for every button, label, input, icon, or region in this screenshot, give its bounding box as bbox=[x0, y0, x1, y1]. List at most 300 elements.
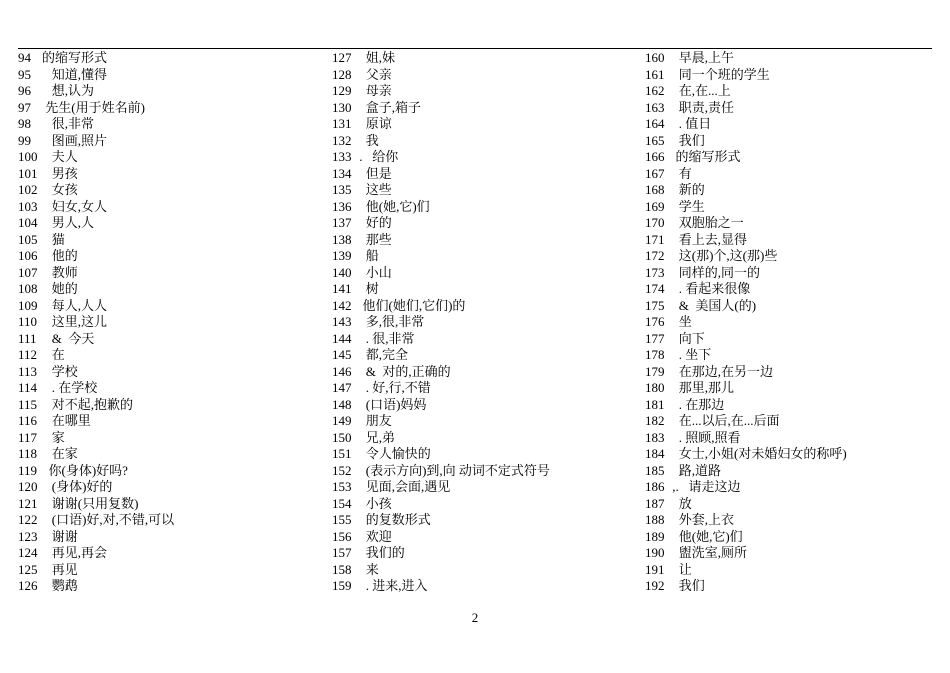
entry-number: 142 bbox=[332, 297, 352, 313]
entry-meaning: 这(那)个,这(那)些 bbox=[669, 248, 778, 263]
entry-number: 185 bbox=[645, 462, 665, 478]
entry-meaning: 都,完全 bbox=[356, 347, 409, 362]
vocab-entry bbox=[645, 463, 935, 480]
entry-number: 180 bbox=[645, 380, 665, 395]
entry-meaning: 兄,弟 bbox=[356, 429, 396, 445]
vocab-entry bbox=[18, 166, 328, 183]
entry-meaning: 每人,人人 bbox=[42, 297, 108, 313]
entry-meaning: 女士,小姐(对未婚妇女的称呼) bbox=[669, 446, 847, 461]
entry-number: 143 bbox=[332, 314, 352, 329]
entry-number: 148 bbox=[332, 396, 352, 412]
entry-number: 102 bbox=[18, 182, 38, 197]
entry-meaning: . 值日 bbox=[669, 116, 712, 131]
entry-meaning: . 给你 bbox=[356, 149, 399, 164]
vocab-entry bbox=[332, 149, 642, 166]
vocab-entry bbox=[18, 529, 328, 546]
entry-number: 182 bbox=[645, 413, 665, 428]
entry-meaning: 她的 bbox=[42, 281, 78, 296]
entry-meaning: (口语)妈妈 bbox=[356, 396, 427, 412]
vocab-entry bbox=[18, 149, 328, 166]
entry-meaning: 外套,上衣 bbox=[669, 512, 735, 527]
entry-meaning: 教师 bbox=[42, 264, 78, 280]
entry-number: 167 bbox=[645, 165, 665, 181]
entry-meaning: 再见 bbox=[42, 561, 78, 577]
vocab-entry bbox=[332, 215, 642, 232]
entry-number: 103 bbox=[18, 198, 38, 214]
entry-number: 154 bbox=[332, 495, 352, 511]
entry-meaning: 坐 bbox=[669, 314, 692, 329]
entry-meaning: 很,非常 bbox=[42, 116, 95, 131]
entry-number: 132 bbox=[332, 132, 352, 148]
entry-meaning: . 看起来很像 bbox=[669, 281, 751, 296]
entry-number: 128 bbox=[332, 66, 352, 82]
entry-number: 108 bbox=[18, 281, 38, 296]
entry-number: 116 bbox=[18, 413, 38, 428]
entry-meaning: 姐,妹 bbox=[356, 50, 396, 65]
entry-meaning: 鹦鹉 bbox=[42, 578, 78, 593]
entry-meaning: . 在学校 bbox=[42, 380, 98, 395]
entry-number: 100 bbox=[18, 149, 38, 164]
vocab-entry bbox=[18, 232, 328, 249]
entry-meaning: 的复数形式 bbox=[356, 512, 431, 527]
vocab-column-3 bbox=[645, 50, 935, 595]
vocab-entry bbox=[332, 116, 642, 133]
entry-meaning: 男人,人 bbox=[42, 215, 95, 230]
entry-meaning: 这里,这儿 bbox=[42, 314, 108, 329]
entry-meaning: 同样的,同一的 bbox=[669, 264, 761, 280]
entry-number: 160 bbox=[645, 50, 665, 65]
entry-meaning: 同一个班的学生 bbox=[669, 66, 770, 82]
entry-meaning: & 对的,正确的 bbox=[356, 363, 451, 379]
entry-meaning: 见面,会面,遇见 bbox=[356, 479, 451, 494]
entry-number: 159 bbox=[332, 578, 352, 593]
entry-number: 101 bbox=[18, 165, 38, 181]
entry-meaning: 向下 bbox=[669, 330, 705, 346]
entry-number: 117 bbox=[18, 429, 38, 445]
entry-number: 135 bbox=[332, 182, 352, 197]
vocab-entry bbox=[332, 430, 642, 447]
entry-number: 123 bbox=[18, 528, 38, 544]
entry-number: 158 bbox=[332, 561, 352, 577]
entry-meaning: 来 bbox=[356, 561, 379, 577]
entry-number: 114 bbox=[18, 380, 38, 395]
vocab-entry bbox=[645, 380, 935, 397]
entry-meaning: 树 bbox=[356, 281, 379, 296]
entry-number: 110 bbox=[18, 314, 38, 329]
entry-meaning: 朋友 bbox=[356, 413, 392, 428]
vocab-entry bbox=[18, 133, 328, 150]
entry-number: 152 bbox=[332, 462, 352, 478]
vocab-entry bbox=[332, 347, 642, 364]
vocab-entry bbox=[645, 199, 935, 216]
vocab-entry bbox=[332, 529, 642, 546]
vocab-entry bbox=[645, 562, 935, 579]
entry-number: 173 bbox=[645, 264, 665, 280]
entry-number: 98 bbox=[18, 116, 31, 131]
entry-number: 179 bbox=[645, 363, 665, 379]
vocab-column-2 bbox=[332, 50, 642, 595]
vocab-entry bbox=[645, 397, 935, 414]
vocab-entry bbox=[332, 380, 642, 397]
vocab-entry bbox=[18, 496, 328, 513]
entry-number: 161 bbox=[645, 66, 665, 82]
vocab-entry bbox=[332, 512, 642, 529]
vocab-entry bbox=[645, 265, 935, 282]
entry-number: 99 bbox=[18, 132, 31, 148]
entry-meaning: 我们 bbox=[669, 132, 705, 148]
entry-meaning: 知道,懂得 bbox=[42, 66, 108, 82]
entry-meaning: 原谅 bbox=[356, 116, 392, 131]
entry-meaning: 路,道路 bbox=[669, 462, 722, 478]
entry-number: 177 bbox=[645, 330, 665, 346]
entry-meaning: 盥洗室,厕所 bbox=[669, 545, 748, 560]
entry-number: 96 bbox=[18, 83, 31, 98]
entry-number: 151 bbox=[332, 446, 352, 461]
entry-meaning: 先生(用于姓名前) bbox=[42, 99, 145, 115]
entry-meaning: 妇女,女人 bbox=[42, 198, 108, 214]
vocab-entry bbox=[18, 100, 328, 117]
vocab-entry bbox=[332, 166, 642, 183]
entry-meaning: . 很,非常 bbox=[356, 330, 415, 346]
entry-meaning: 父亲 bbox=[356, 66, 392, 82]
entry-meaning: 再见,再会 bbox=[42, 545, 108, 560]
entry-number: 187 bbox=[645, 495, 665, 511]
vocab-entry bbox=[645, 347, 935, 364]
entry-meaning: . 在那边 bbox=[669, 396, 725, 412]
entry-number: 120 bbox=[18, 479, 38, 494]
entry-number: 115 bbox=[18, 396, 38, 412]
vocab-entry bbox=[645, 50, 935, 67]
entry-meaning: 在家 bbox=[42, 446, 78, 461]
vocab-entry bbox=[18, 182, 328, 199]
vocab-entry bbox=[332, 281, 642, 298]
entry-number: 119 bbox=[18, 462, 38, 478]
entry-meaning: 职责,责任 bbox=[669, 99, 735, 115]
entry-meaning: 但是 bbox=[356, 165, 392, 181]
vocab-entry bbox=[645, 182, 935, 199]
entry-number: 166 bbox=[645, 149, 665, 164]
entry-number: 175 bbox=[645, 297, 665, 313]
entry-number: 165 bbox=[645, 132, 665, 148]
entry-meaning: . 照顾,照看 bbox=[669, 429, 741, 445]
header-rule bbox=[18, 48, 932, 49]
vocab-column-1 bbox=[18, 50, 328, 595]
entry-meaning: 的缩写形式 bbox=[42, 50, 108, 65]
entry-number: 163 bbox=[645, 99, 665, 115]
entry-meaning: & 美国人(的) bbox=[669, 297, 757, 313]
entry-number: 104 bbox=[18, 215, 38, 230]
entry-number: 121 bbox=[18, 495, 38, 511]
entry-number: 181 bbox=[645, 396, 665, 412]
vocab-entry bbox=[645, 133, 935, 150]
vocab-entry bbox=[332, 100, 642, 117]
vocab-entry bbox=[332, 413, 642, 430]
vocab-entry bbox=[645, 149, 935, 166]
vocab-entry bbox=[645, 116, 935, 133]
vocab-entry bbox=[645, 545, 935, 562]
vocab-entry bbox=[332, 331, 642, 348]
entry-number: 122 bbox=[18, 512, 38, 527]
vocab-entry bbox=[18, 512, 328, 529]
entry-meaning: ,. 请走这边 bbox=[669, 479, 741, 494]
entry-number: 141 bbox=[332, 281, 352, 296]
entry-meaning: 放 bbox=[669, 495, 692, 511]
vocab-entry bbox=[18, 298, 328, 315]
entry-number: 124 bbox=[18, 545, 38, 560]
entry-meaning: 他的 bbox=[42, 248, 78, 263]
entry-meaning: (身体)好的 bbox=[42, 479, 113, 494]
entry-meaning: 夫人 bbox=[42, 149, 78, 164]
vocab-entry bbox=[18, 347, 328, 364]
vocab-entry bbox=[18, 479, 328, 496]
entry-number: 170 bbox=[645, 215, 665, 230]
entry-number: 109 bbox=[18, 297, 38, 313]
entry-number: 190 bbox=[645, 545, 665, 560]
vocab-entry bbox=[645, 281, 935, 298]
entry-meaning: 谢谢(只用复数) bbox=[42, 495, 139, 511]
vocab-entry bbox=[332, 446, 642, 463]
vocab-entry bbox=[18, 50, 328, 67]
entry-number: 144 bbox=[332, 330, 352, 346]
vocab-entry bbox=[18, 67, 328, 84]
entry-meaning: 的缩写形式 bbox=[669, 149, 741, 164]
vocab-entry bbox=[332, 182, 642, 199]
entry-meaning: 家 bbox=[42, 429, 65, 445]
entry-number: 118 bbox=[18, 446, 38, 461]
entry-meaning: 我们的 bbox=[356, 545, 405, 560]
entry-meaning: 小孩 bbox=[356, 495, 392, 511]
entry-meaning: 小山 bbox=[356, 264, 392, 280]
entry-meaning: . 进来,进入 bbox=[356, 578, 428, 593]
entry-number: 147 bbox=[332, 380, 352, 395]
entry-meaning: 在...以后,在...后面 bbox=[669, 413, 780, 428]
vocab-entry bbox=[645, 232, 935, 249]
vocab-entry bbox=[332, 248, 642, 265]
entry-number: 131 bbox=[332, 116, 352, 131]
entry-meaning: 新的 bbox=[669, 182, 705, 197]
entry-meaning: 在那边,在另一边 bbox=[669, 363, 774, 379]
vocab-entry bbox=[18, 463, 328, 480]
vocab-entry bbox=[645, 248, 935, 265]
entry-meaning: 有 bbox=[669, 165, 692, 181]
vocab-entry bbox=[645, 166, 935, 183]
entry-number: 192 bbox=[645, 578, 665, 593]
vocab-entry bbox=[332, 562, 642, 579]
entry-number: 133 bbox=[332, 149, 352, 164]
vocab-entry bbox=[18, 215, 328, 232]
entry-meaning: 令人愉快的 bbox=[356, 446, 431, 461]
entry-meaning: 让 bbox=[669, 561, 692, 577]
vocab-entry bbox=[18, 545, 328, 562]
vocab-entry bbox=[18, 83, 328, 100]
entry-meaning: 看上去,显得 bbox=[669, 231, 748, 247]
vocab-entry bbox=[332, 496, 642, 513]
entry-meaning: & 今天 bbox=[42, 330, 95, 346]
vocab-entry bbox=[18, 397, 328, 414]
entry-number: 107 bbox=[18, 264, 38, 280]
entry-number: 153 bbox=[332, 479, 352, 494]
entry-number: 162 bbox=[645, 83, 665, 98]
vocab-entry bbox=[645, 67, 935, 84]
entry-meaning: 这些 bbox=[356, 182, 392, 197]
entry-meaning: 猫 bbox=[42, 231, 65, 247]
entry-meaning: 我 bbox=[356, 132, 379, 148]
entry-number: 95 bbox=[18, 66, 31, 82]
vocab-entry bbox=[18, 199, 328, 216]
entry-number: 178 bbox=[645, 347, 665, 362]
entry-meaning: . 好,行,不错 bbox=[356, 380, 431, 395]
vocab-entry bbox=[332, 578, 642, 595]
entry-meaning: 多,很,非常 bbox=[356, 314, 425, 329]
vocab-entry bbox=[332, 298, 642, 315]
entry-meaning: 他们(她们,它们)的 bbox=[356, 297, 466, 313]
vocab-entry bbox=[645, 479, 935, 496]
vocab-entry bbox=[645, 413, 935, 430]
entry-meaning: 双胞胎之一 bbox=[669, 215, 744, 230]
entry-meaning: . 坐下 bbox=[669, 347, 712, 362]
entry-number: 97 bbox=[18, 99, 31, 115]
entry-number: 174 bbox=[645, 281, 665, 296]
entry-number: 189 bbox=[645, 528, 665, 544]
entry-number: 125 bbox=[18, 561, 38, 577]
vocab-entry bbox=[18, 281, 328, 298]
vocab-entry bbox=[645, 446, 935, 463]
entry-number: 150 bbox=[332, 429, 352, 445]
vocab-entry bbox=[18, 430, 328, 447]
page-number: 2 bbox=[471, 610, 479, 625]
entry-number: 169 bbox=[645, 198, 665, 214]
vocab-entry bbox=[332, 364, 642, 381]
vocab-entry bbox=[18, 413, 328, 430]
vocab-entry bbox=[645, 298, 935, 315]
vocab-entry bbox=[332, 199, 642, 216]
vocab-entry bbox=[645, 512, 935, 529]
entry-number: 186 bbox=[645, 479, 665, 494]
entry-meaning: 谢谢 bbox=[42, 528, 78, 544]
entry-meaning: 欢迎 bbox=[356, 528, 392, 544]
entry-number: 105 bbox=[18, 231, 38, 247]
vocab-entry bbox=[332, 50, 642, 67]
vocab-entry bbox=[645, 331, 935, 348]
vocab-entry bbox=[645, 578, 935, 595]
entry-meaning: 图画,照片 bbox=[42, 132, 108, 148]
vocab-entry bbox=[645, 529, 935, 546]
vocab-entry bbox=[332, 232, 642, 249]
entry-number: 94 bbox=[18, 50, 31, 65]
entry-meaning: 那里,那儿 bbox=[669, 380, 735, 395]
entry-number: 127 bbox=[332, 50, 352, 65]
entry-meaning: 在哪里 bbox=[42, 413, 91, 428]
entry-number: 157 bbox=[332, 545, 352, 560]
entry-meaning: 学生 bbox=[669, 198, 705, 214]
entry-meaning: 船 bbox=[356, 248, 379, 263]
vocab-entry bbox=[645, 314, 935, 331]
entry-number: 176 bbox=[645, 314, 665, 329]
entry-number: 136 bbox=[332, 198, 352, 214]
entry-number: 168 bbox=[645, 182, 665, 197]
entry-number: 188 bbox=[645, 512, 665, 527]
entry-meaning: 在,在...上 bbox=[669, 83, 731, 98]
entry-meaning: 我们 bbox=[669, 578, 705, 593]
entry-number: 155 bbox=[332, 512, 352, 527]
entry-meaning: 对不起,抱歉的 bbox=[42, 396, 134, 412]
entry-meaning: 早晨,上午 bbox=[669, 50, 735, 65]
entry-meaning: 女孩 bbox=[42, 182, 78, 197]
vocab-entry bbox=[18, 314, 328, 331]
entry-number: 164 bbox=[645, 116, 665, 131]
vocab-entry bbox=[332, 545, 642, 562]
entry-meaning: (口语)好,对,不错,可以 bbox=[42, 512, 175, 527]
vocab-entry bbox=[645, 215, 935, 232]
entry-number: 191 bbox=[645, 561, 665, 577]
vocab-entry bbox=[332, 83, 642, 100]
entry-number: 113 bbox=[18, 363, 38, 379]
entry-meaning: 他(她,它)们 bbox=[669, 528, 743, 544]
vocab-entry bbox=[18, 562, 328, 579]
entry-number: 134 bbox=[332, 165, 352, 181]
entry-number: 139 bbox=[332, 248, 352, 263]
vocab-entry bbox=[332, 397, 642, 414]
entry-meaning: 好的 bbox=[356, 215, 392, 230]
vocab-entry bbox=[332, 265, 642, 282]
entry-number: 111 bbox=[18, 330, 37, 346]
entry-meaning: 想,认为 bbox=[42, 83, 95, 98]
entry-meaning: 母亲 bbox=[356, 83, 392, 98]
vocab-entry bbox=[18, 380, 328, 397]
entry-number: 149 bbox=[332, 413, 352, 428]
vocab-entry bbox=[645, 100, 935, 117]
vocab-entry bbox=[18, 116, 328, 133]
entry-meaning: 男孩 bbox=[42, 165, 78, 181]
entry-meaning: 盒子,箱子 bbox=[356, 99, 422, 115]
vocab-entry bbox=[645, 430, 935, 447]
vocab-entry bbox=[332, 463, 642, 480]
vocab-entry bbox=[18, 446, 328, 463]
entry-number: 137 bbox=[332, 215, 352, 230]
vocab-entry bbox=[332, 314, 642, 331]
entry-meaning: (表示方向)到,向 动词不定式符号 bbox=[356, 462, 550, 478]
vocab-entry bbox=[332, 479, 642, 496]
entry-meaning: 他(她,它)们 bbox=[356, 198, 430, 214]
entry-meaning: 那些 bbox=[356, 231, 392, 247]
entry-number: 156 bbox=[332, 528, 352, 544]
entry-number: 112 bbox=[18, 347, 38, 362]
vocab-entry bbox=[18, 578, 328, 595]
entry-meaning: 学校 bbox=[42, 363, 78, 379]
entry-number: 140 bbox=[332, 264, 352, 280]
entry-number: 146 bbox=[332, 363, 352, 379]
vocab-entry bbox=[18, 248, 328, 265]
entry-number: 145 bbox=[332, 347, 352, 362]
entry-number: 138 bbox=[332, 231, 352, 247]
vocab-entry bbox=[645, 364, 935, 381]
vocab-entry bbox=[18, 331, 328, 348]
vocab-entry bbox=[645, 496, 935, 513]
vocab-entry bbox=[332, 67, 642, 84]
entry-number: 171 bbox=[645, 231, 665, 247]
entry-number: 183 bbox=[645, 429, 665, 445]
entry-number: 130 bbox=[332, 99, 352, 115]
vocab-entry bbox=[645, 83, 935, 100]
vocab-entry bbox=[332, 133, 642, 150]
vocab-entry bbox=[18, 265, 328, 282]
entry-meaning: 在 bbox=[42, 347, 65, 362]
entry-number: 106 bbox=[18, 248, 38, 263]
entry-number: 172 bbox=[645, 248, 665, 263]
entry-number: 129 bbox=[332, 83, 352, 98]
vocab-entry bbox=[18, 364, 328, 381]
entry-meaning: 你(身体)好吗? bbox=[42, 462, 128, 478]
